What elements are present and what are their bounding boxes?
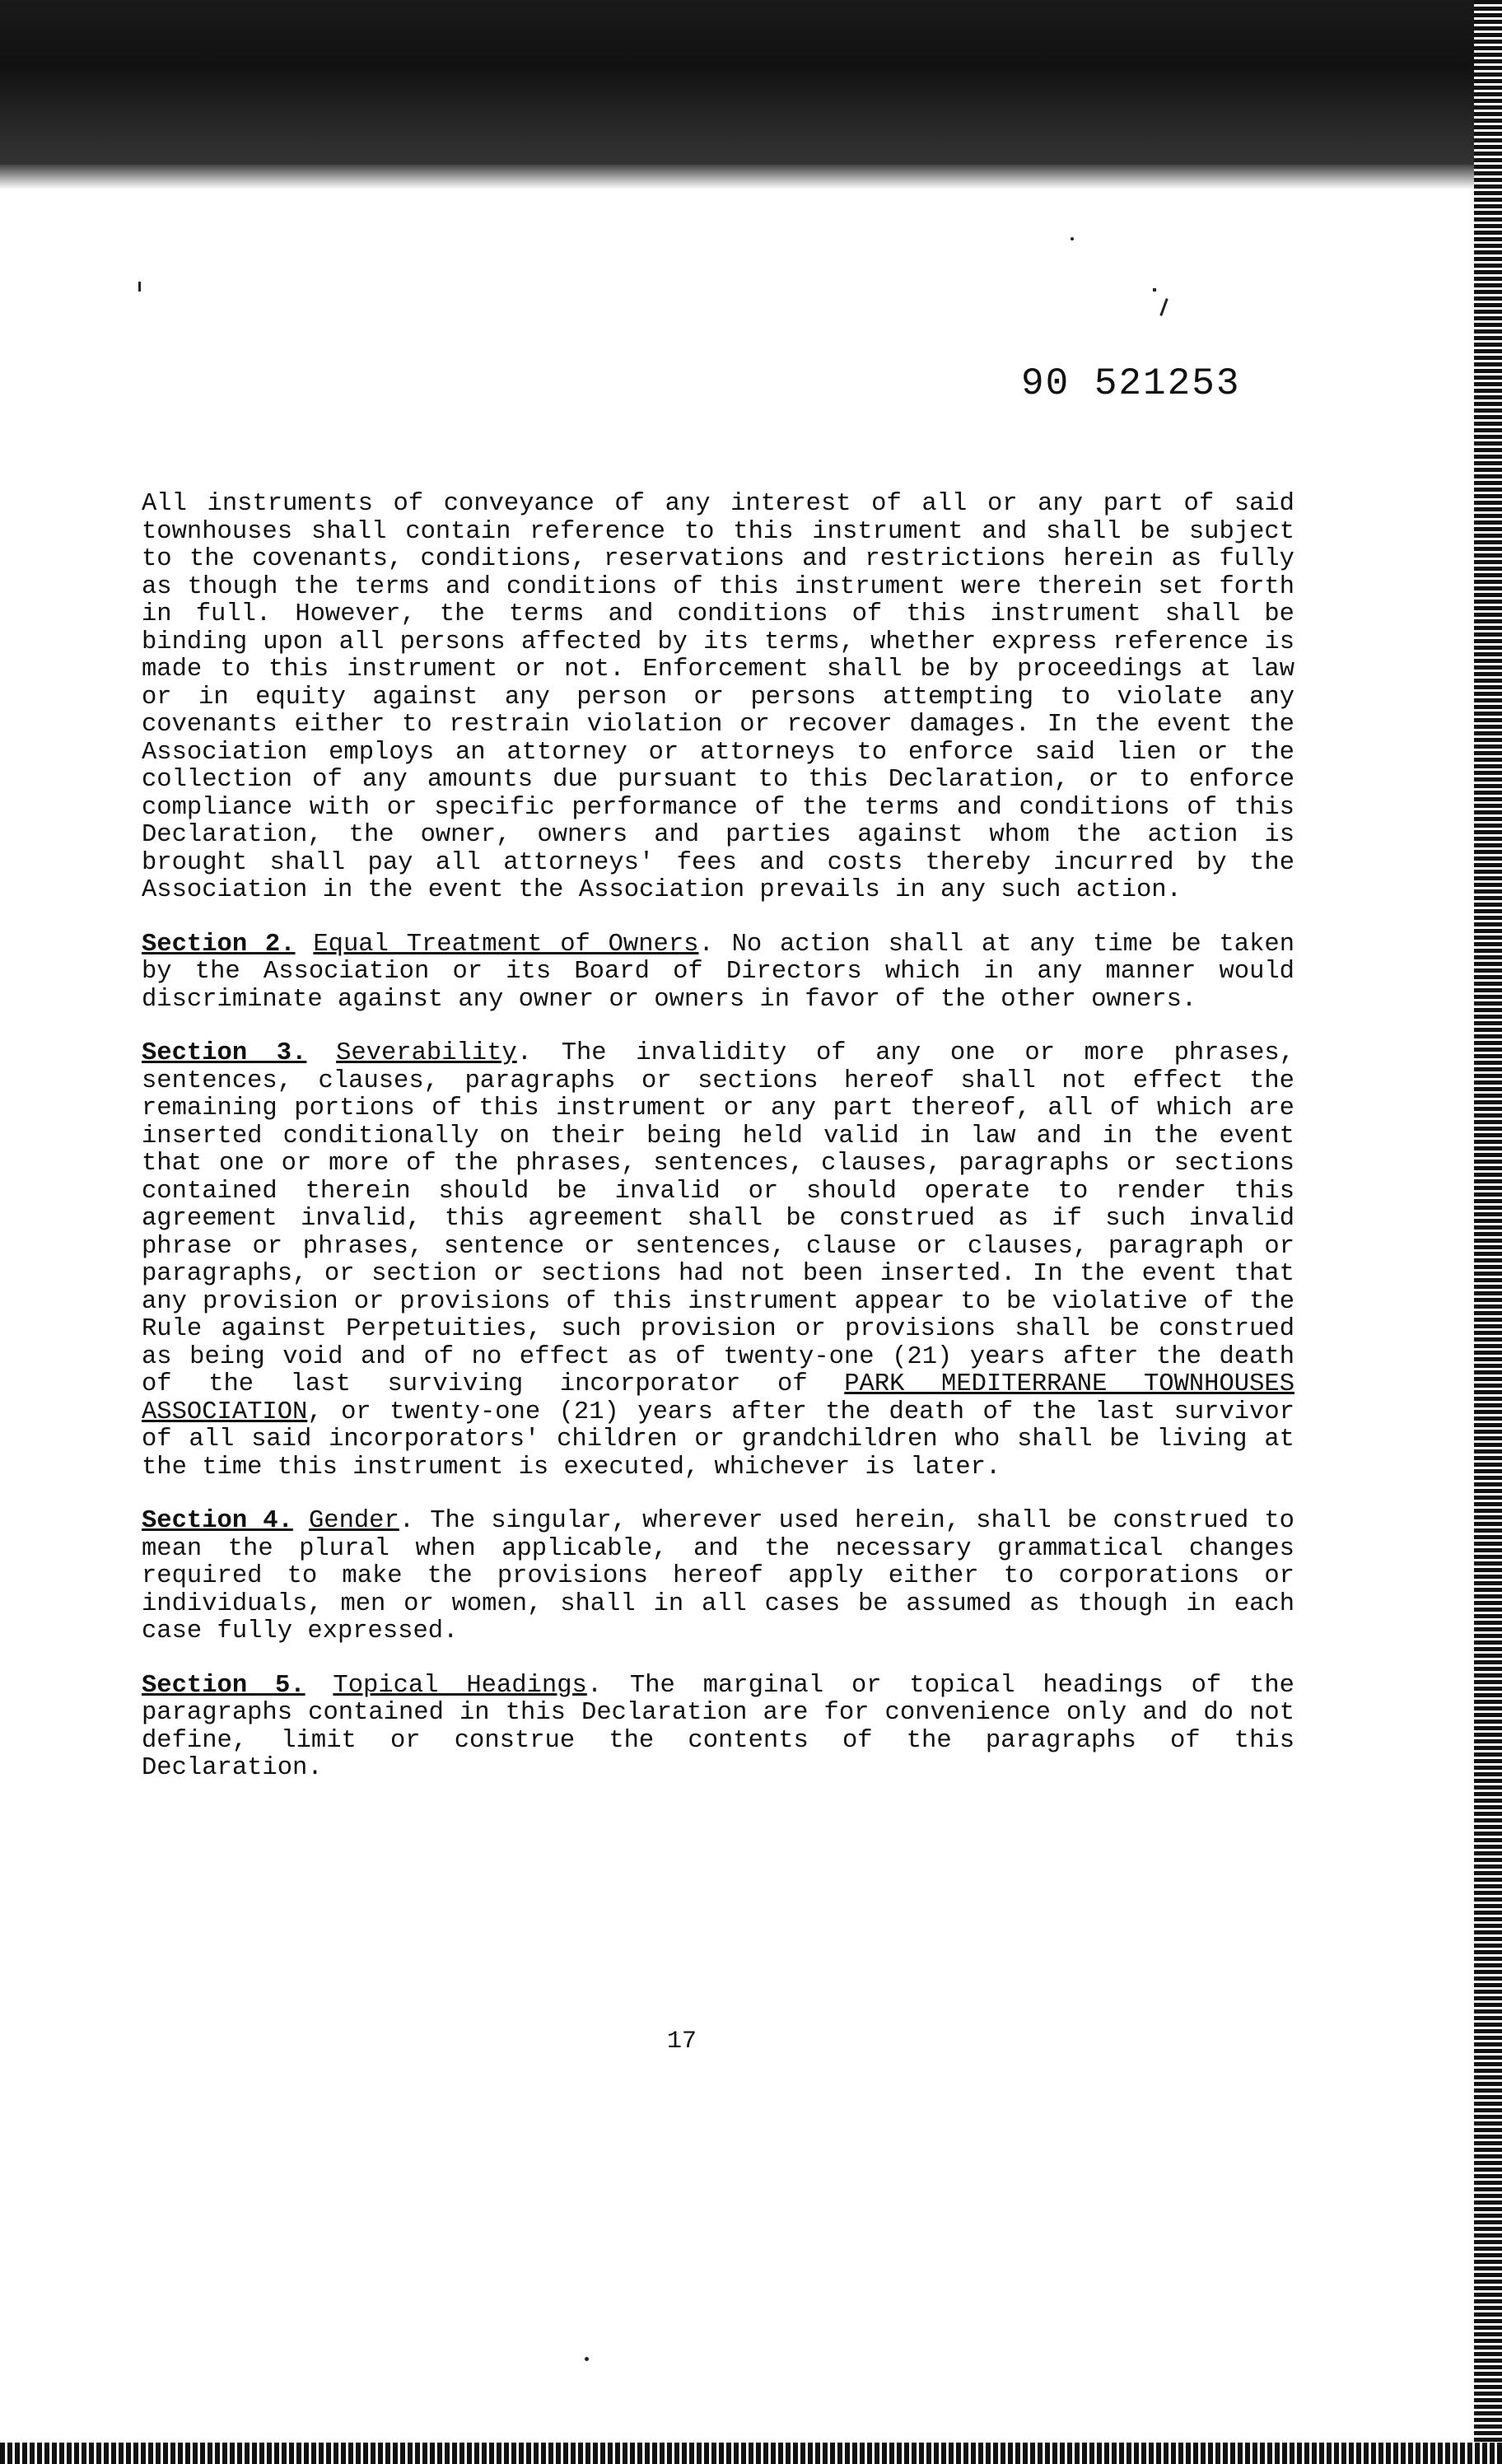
section-2-text: . No action shall at any time be taken by the Association or its Board of Directors which in any manner would discriminate against any owner or owners in favor of the other owners. [142, 930, 1295, 1014]
section-3-label: Section 3. [142, 1039, 307, 1067]
stray-mark [1159, 298, 1168, 316]
document-number: 90 521253 [1021, 362, 1241, 405]
stray-mark [1153, 288, 1156, 292]
section-4-label: Section 4. [142, 1507, 293, 1535]
page-number: 17 [667, 2028, 697, 2056]
section-5-paragraph [142, 1673, 1294, 1783]
section-2-title: Equal Treatment of Owners [313, 930, 699, 959]
stray-mark [585, 2357, 589, 2361]
scan-border-top-edge [0, 165, 1502, 189]
document-body [142, 491, 1294, 1809]
section-4-text: . The singular, wherever used herein, shall be construed to mean the plural when applicable, and the necessary grammatical changes required to make the provisions hereof apply either to corporations or individuals, men or women, shall in all cases be assumed as though in each case fully expressed. [142, 1507, 1294, 1645]
section-3-text-after: , or twenty-one (21) years after the death of the last survivor of all said incorporators' children or grandchildren who shall be living at the time this instrument is executed, whichever is later. [142, 1398, 1294, 1482]
stray-mark [138, 282, 141, 292]
section-4-title: Gender [308, 1507, 399, 1535]
section-5-label: Section 5. [142, 1671, 306, 1700]
intro-paragraph: All instruments of conveyance of any interest of all or any part of said townhouses shall contain reference to this instrument and shall be subject to the covenants, conditions, reservations and restrictions herein as fully as though the terms and conditions of this instrument were therein set forth in full. However, the terms and conditions of this instrument shall be binding upon all persons affected by its terms, whether express reference is made to this instrument or not. Enforcement shall be by proceedings at law or in equity against any person or persons attempting to violate any covenants either to restrain violation or recover damages. In the event the Association employs an attorney or attorneys to enforce said lien or the collection of any amounts due pursuant to this Declaration, or to enforce compliance with or specific performance of the terms and conditions of this Declaration, the owner, owners and parties against whom the action is brought shall pay all attorneys' fees and costs thereby incurred by the Association in the event the Association prevails in any such action. [142, 490, 1294, 904]
scan-border-bottom [0, 2443, 1502, 2464]
section-2-label: Section 2. [142, 930, 296, 959]
section-3-text-before: . The invalidity of any one or more phrases, sentences, clauses, paragraphs or sections hereof shall not effect the remaining portions of this instrument or any part thereof, all of which are inserted conditionally on their being held valid in law and in the event that one or more of the phrases, sentences, clauses, paragraphs or sections contained therein should be invalid or should operate to render this agreement invalid, this agreement shall be construed as if such invalid phrase or phrases, sentence or sentences, clause or clauses, paragraph or paragraphs, or section or sections had not been inserted. In the event that any provision or provisions of this instrument appear to be violative of the Rule against Perpetuities, such provision or provisions shall be construed as being void and of no effect as of twenty-one (21) years after the death of the last surviving incorporator of [142, 1039, 1294, 1398]
stray-mark [1071, 237, 1074, 240]
section-3-paragraph [142, 1040, 1294, 1482]
section-4-paragraph [142, 1508, 1294, 1646]
section-5-title: Topical Headings [333, 1671, 587, 1700]
association-name: PARK MEDITERRANE TOWNHOUSES ASSOCIATION [142, 1370, 1295, 1426]
section-5-text: . The marginal or topical headings of the paragraphs contained in this Declaration are for convenience only and do not define, limit or construe the contents of the paragraphs of this Declaration. [142, 1671, 1294, 1782]
section-3-title: Severability [336, 1039, 517, 1067]
section-2-paragraph [142, 931, 1294, 1015]
scan-border-right [1474, 0, 1502, 2464]
scan-border-top [0, 0, 1502, 189]
